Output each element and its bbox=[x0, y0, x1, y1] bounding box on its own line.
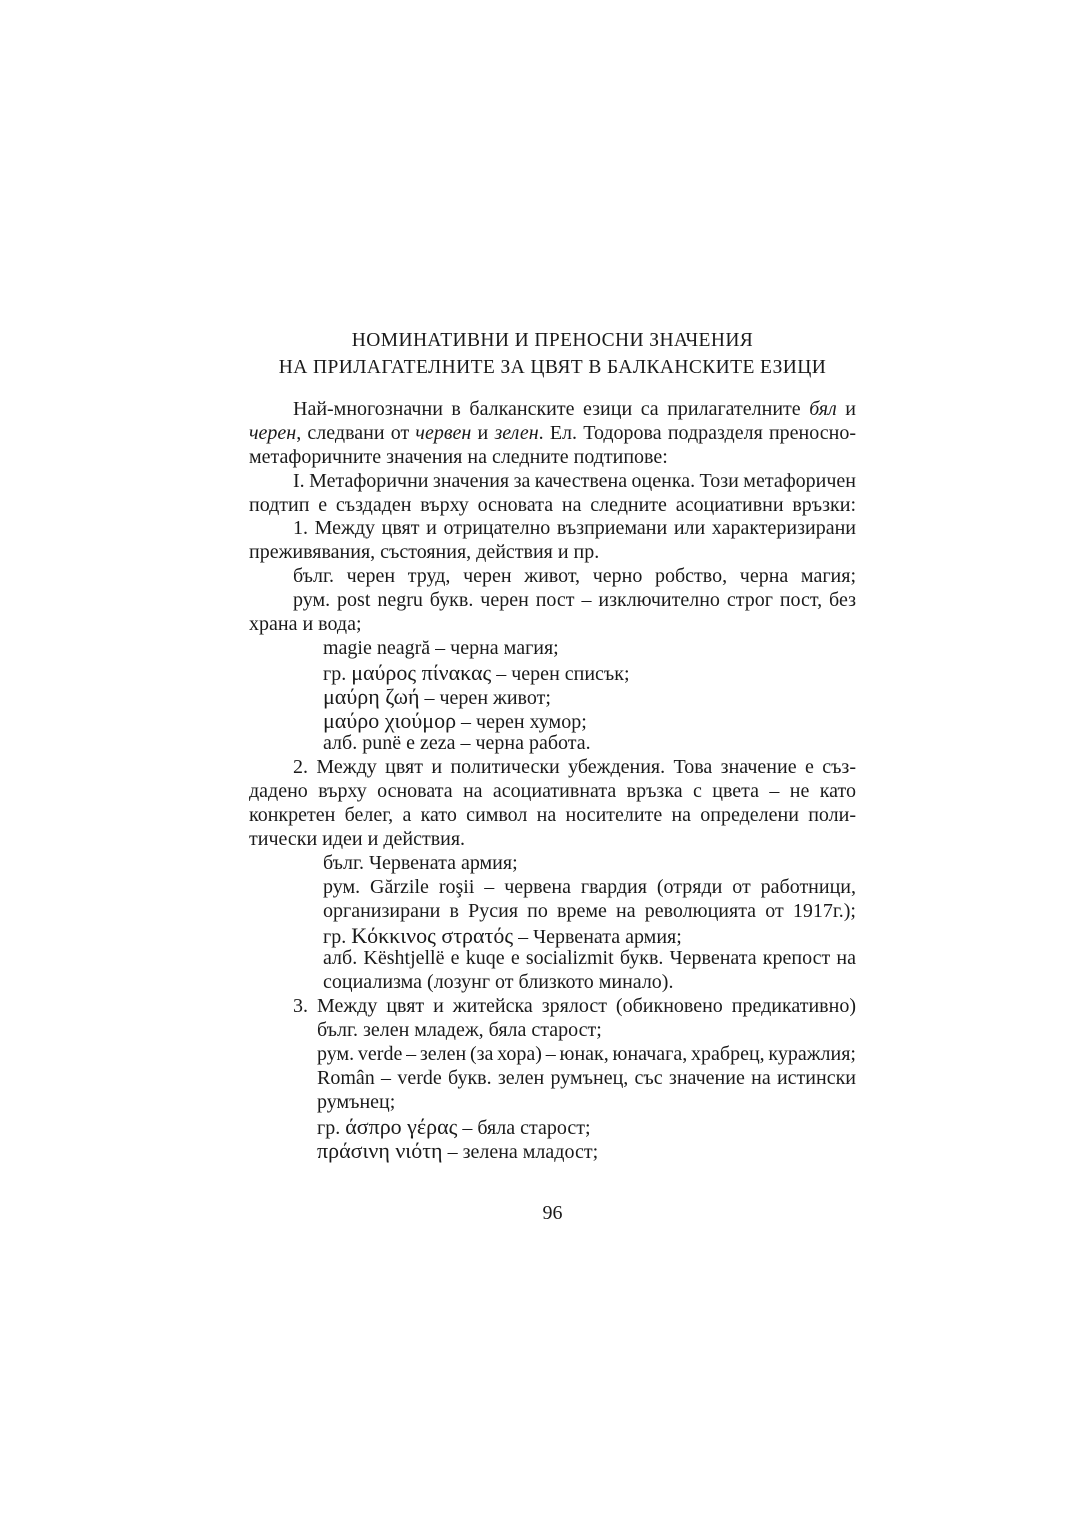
greek-text: μαύρος πίνακας bbox=[351, 659, 492, 685]
text-line: μαύρη ζωή – черен живот; bbox=[323, 683, 551, 709]
text-line: алб. punë e zeza – черна работа. bbox=[323, 732, 591, 755]
text-line: бълг. зелен младеж, бяла старост; bbox=[317, 1019, 602, 1042]
text-line: гр. μαύρος πίνακας – черен списък; bbox=[323, 659, 630, 685]
greek-text: πράσινη νιότη bbox=[317, 1137, 443, 1163]
greek-text: μαύρη ζωή bbox=[323, 683, 420, 709]
text-block bbox=[249, 398, 856, 1163]
text-line: конкретен белег, а като символ на носителите на определени поли- bbox=[249, 804, 856, 827]
text-line: I. Метафорични значения за качествена оценка. Този метафоричен bbox=[293, 469, 856, 492]
text-line: организирани в Русия по време на революцията от 1917г.); bbox=[323, 899, 856, 922]
text-line: дадено върху основата на асоциативната връзка с цвета – не като bbox=[249, 780, 856, 803]
text-line: храна и вода; bbox=[249, 613, 362, 636]
text-line: 2. Между цвят и политически убеждения. Това значение е съз- bbox=[293, 756, 856, 779]
page-title bbox=[249, 327, 856, 381]
text-line: алб. Kështjellë e kuqe e socializmit букв. Червената крепост на bbox=[323, 947, 856, 970]
text-line: 3. Между цвят и житейска зрялост (обикновено предикативно) bbox=[293, 995, 856, 1018]
text-line: рум. Gărzile roşii – червена гвардия (отряди от работници, bbox=[323, 875, 856, 898]
text-line: бълг. черен труд, черен живот, черно робство, черна магия; bbox=[293, 565, 856, 588]
text-line: Най-многозначни в балканските езици са прилагателните бял и bbox=[293, 398, 857, 420]
text-line: μαύρο χιούμορ – черен хумор; bbox=[323, 707, 587, 733]
text-line: рум. post negru букв. черен пост – изключително строг пост, без bbox=[293, 589, 856, 612]
page-number: 96 bbox=[542, 1202, 563, 1224]
text-line: метафоричните значения на следните подтипове: bbox=[249, 445, 668, 468]
text-line: румънец; bbox=[317, 1090, 396, 1113]
text-line: подтип е създаден върху основата на следните асоциативни връзки: bbox=[249, 493, 856, 516]
text-line: гр. άσπρο γέρας – бяла старост; bbox=[317, 1113, 591, 1139]
text-line: преживявания, състояния, действия и пр. bbox=[249, 541, 600, 564]
text-line: Român – verde букв. зелен румънец, със значение на истински bbox=[317, 1066, 856, 1089]
page-title-line-2: НА ПРИЛАГАТЕЛНИТЕ ЗА ЦВЯТ В БАЛКАНСКИТЕ ЕЗИЦИ bbox=[278, 357, 827, 378]
greek-text: μαύρο χιούμορ bbox=[323, 707, 457, 733]
text-line: бълг. Червената армия; bbox=[323, 851, 518, 874]
greek-text: Κόκκινος στρατός bbox=[351, 922, 514, 948]
text-line: гр. Κόκκινος στρατός – Червената армия; bbox=[323, 922, 682, 948]
text-line: πράσινη νιότη – зелена младост; bbox=[317, 1137, 599, 1163]
text-line: социализма (лозунг от близкото минало). bbox=[323, 971, 674, 994]
text-line: 1. Между цвят и отрицателно възприемани или характеризирани bbox=[293, 517, 856, 540]
text-line: тически идеи и действия. bbox=[249, 828, 466, 851]
page-title-line-1: НОМИНАТИВНИ И ПРЕНОСНИ ЗНАЧЕНИЯ bbox=[351, 330, 754, 351]
text-line: рум. verde – зелен (за хора) – юнак, юначага, храбрец, куражлия; bbox=[317, 1043, 856, 1066]
text-line: черен, следвани от червен и зелен. Ел. Тодорова подразделя преносно- bbox=[249, 421, 856, 444]
greek-text: άσπρο γέρας bbox=[345, 1113, 458, 1139]
text-line: magie neagră – черна магия; bbox=[323, 636, 559, 659]
